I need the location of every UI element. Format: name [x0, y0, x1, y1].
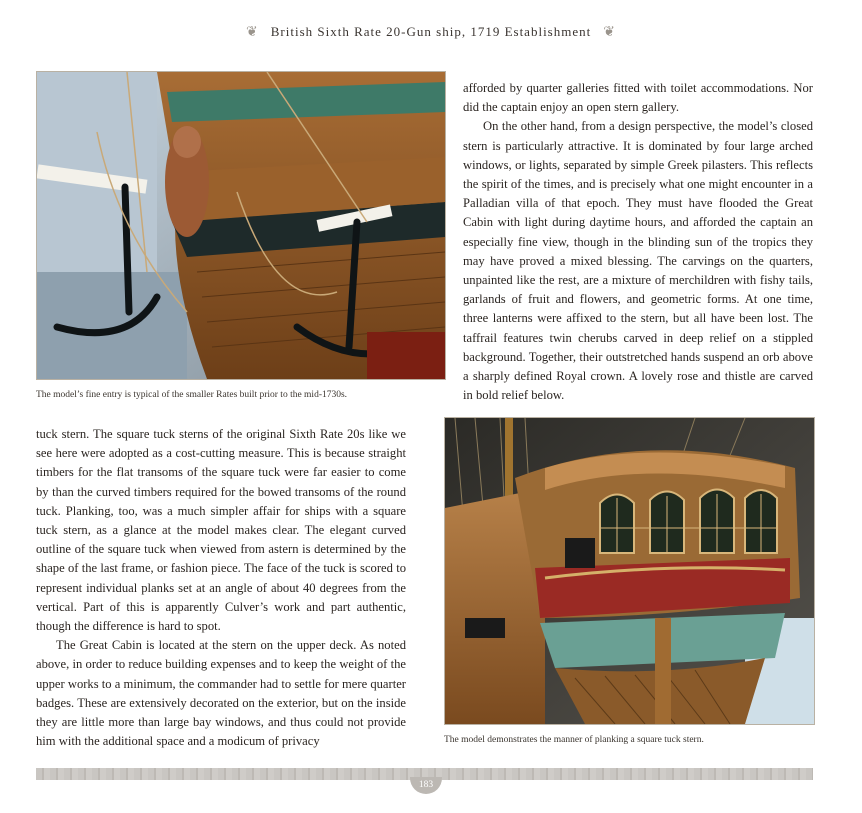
stern-windows-photo	[444, 417, 815, 725]
bow-anchors-illustration	[37, 72, 445, 379]
bow-anchors-photo	[36, 71, 446, 380]
paragraph: tuck stern. The square tuck sterns of the original Sixth Rate 20s like we see here were adopted as a cost-cutting measure. This is because straight timbers for the flat transoms of the square tuck were far easier to come by than the curved timbers required for the bowed transoms of the round tuck. Planking, too, was a much simpler affair for ships with a square tuck stern, as a glance at the model makes clear. The elegant curved outline of the square tuck when viewed from astern is determined by the shape of the last frame, or fashion piece. The face of the tuck is scored to represent individual planks set at an angle of about 40 degrees from the vertical. Part of this is apparently Culver’s work and part authentic, though the difference is hard to spot.	[36, 427, 406, 634]
photo-caption: The model’s fine entry is typical of the smaller Rates built prior to the mid-1730s.	[36, 390, 348, 400]
paragraph: afforded by quarter galleries fitted with toilet accommodations. Nor did the captain enjoy an open stern gallery.	[463, 81, 813, 115]
running-head	[0, 24, 862, 41]
running-head-title: British Sixth Rate 20-Gun ship, 1719 Establishment	[270, 24, 592, 39]
text-column-left	[36, 425, 406, 751]
page-number: 183	[410, 777, 442, 794]
paragraph: On the other hand, from a design perspective, the model’s closed stern is particularly attractive. It is dominated by four large arched windows, or lights, separated by simple Greek pilasters. This reflects the spirit of the times, and is precisely what one might encounter in a Palladian villa of that epoch. They must have flooded the Great Cabin with light during daytime hours, and afforded the captain an especially fine view, though in the blinding sun of the tropics they may have proved a mixed blessing. The carvings on the quarters, unpainted like the rest, are a mixture of merchildren with fishy tails, garlands of fruit and flowers, and geometric forms. At one time, three lanterns were affixed to the stern, but all have been lost. The taffrail features twin cherubs carved in deep relief on a stippled background. Together, their outstretched hands suspend an orb above a sharply defined Royal crown. A lovely rose and thistle are carved in bold relief below.	[463, 119, 813, 403]
photo-caption: The model demonstrates the manner of planking a square tuck stern.	[444, 735, 704, 745]
fleuron-icon: ❦	[603, 25, 616, 40]
stern-windows-illustration	[445, 418, 814, 724]
paragraph: The Great Cabin is located at the stern on the upper deck. As noted above, in order to reduce building expenses and to keep the weight of the upper works to a minimum, the commander had to settle for mere quarter badges. These are extensively decorated on the exterior, but on the inside they are little more than large bay windows, and thus could not provide him with the additional space and a modicum of privacy	[36, 638, 406, 749]
text-column-right	[463, 79, 813, 405]
fleuron-icon: ❦	[246, 25, 259, 40]
